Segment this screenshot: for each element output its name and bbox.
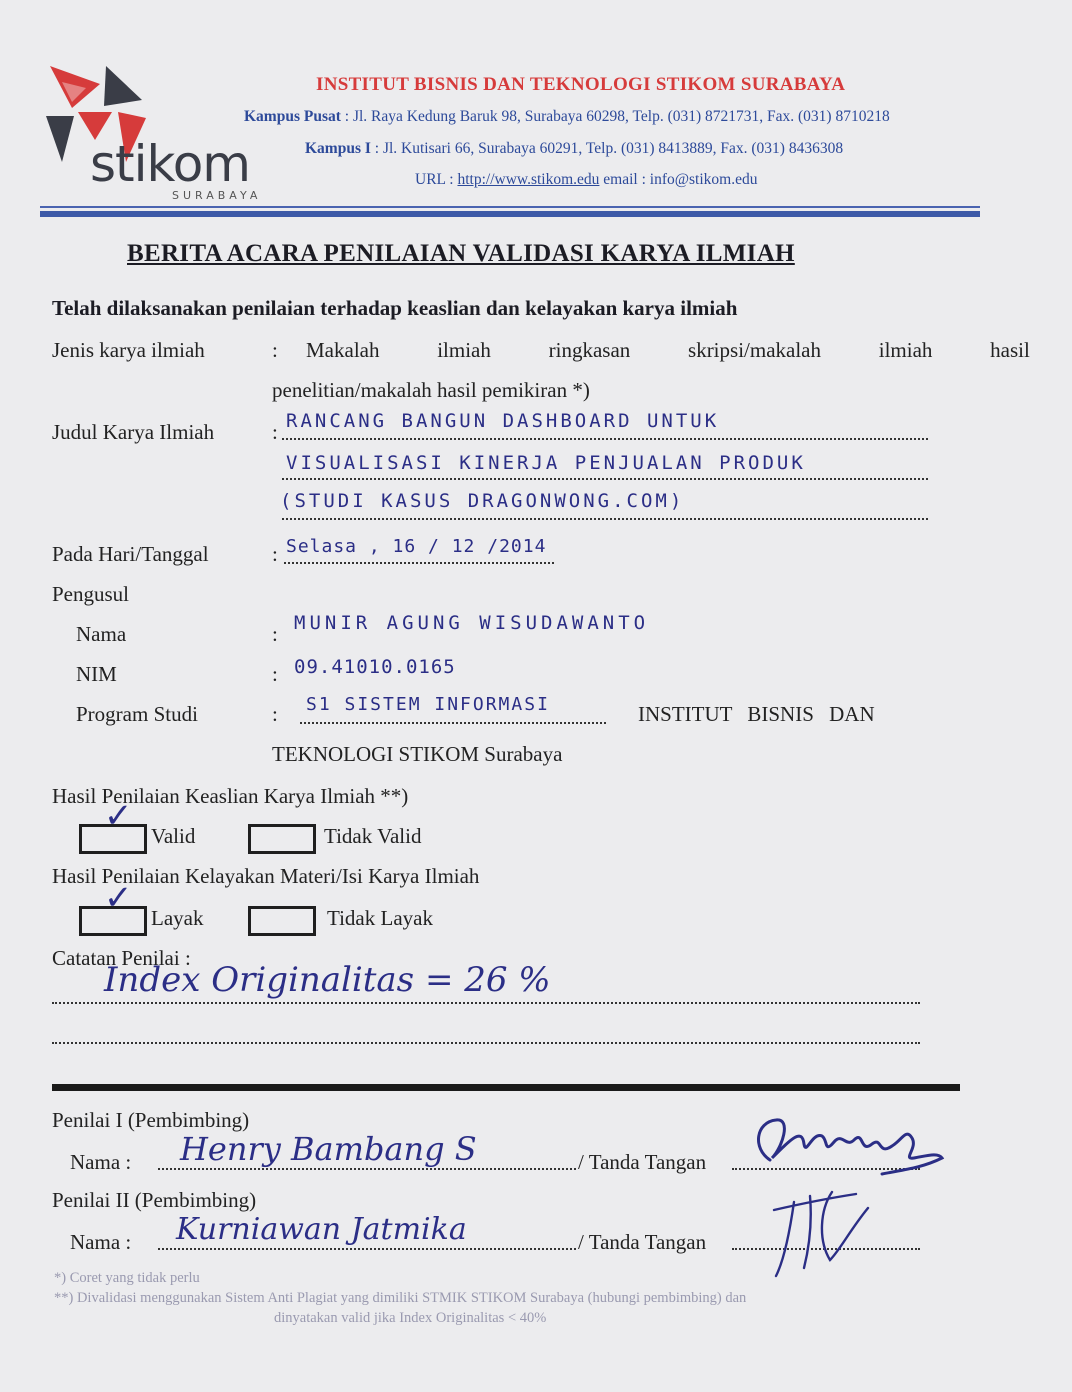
nim-value: 09.41010.0165 [294, 656, 456, 678]
penilai-1-nama-label [70, 1150, 131, 1175]
judul-dotline-1 [282, 438, 928, 440]
campus-main-label: Kampus Pusat [244, 108, 341, 125]
tanggal-value: Selasa , 16 / 12 /2014 [286, 536, 547, 557]
penilai-2-nama-text: Nama [70, 1230, 121, 1254]
nama-colon: : [272, 622, 278, 646]
penilai-1-nama-text: Nama [70, 1150, 121, 1174]
penilai-2-ttd-label: / Tanda Tangan [578, 1230, 707, 1254]
footnote-3: dinyatakan valid jika Index Originalitas < 40% [274, 1310, 547, 1326]
prodi-dotline [300, 722, 606, 724]
jenis-value: Makalah ilmiah ringkasan skripsi/makalah ilmiah hasil [306, 338, 1030, 362]
jenis-label: Jenis karya ilmiah [52, 338, 205, 362]
penilai-2-nama-label [70, 1230, 131, 1255]
prodi-label: Program Studi [76, 702, 198, 726]
campus-1-label: Kampus I [305, 140, 371, 157]
logo-wordmark: stikom [90, 135, 251, 193]
penilai-2-heading: Penilai II (Pembimbing) [52, 1188, 257, 1212]
tidak-layak-checkbox[interactable] [248, 906, 316, 936]
tidak-valid-label: Tidak Valid [324, 824, 422, 848]
prodi-suffix-1: INSTITUT BISNIS DAN [638, 702, 875, 726]
jenis-colon: : [272, 338, 278, 362]
penilai-1-nama-value: Henry Bambang S [180, 1130, 477, 1168]
tanggal-label: Pada Hari/Tanggal [52, 542, 209, 566]
judul-dotline-3 [282, 518, 928, 520]
judul-dotline-2 [282, 478, 928, 480]
keaslian-heading: Hasil Penilaian Keaslian Karya Ilmiah **) [52, 784, 409, 808]
judul-line-1: RANCANG BANGUN DASHBOARD UNTUK [286, 410, 720, 432]
url-prefix: URL : [415, 171, 458, 188]
valid-label: Valid [151, 824, 196, 848]
tanggal-colon: : [272, 542, 278, 566]
pengusul-label: Pengusul [52, 582, 130, 606]
tanggal-dotline [284, 562, 554, 564]
nama-value: MUNIR AGUNG WISUDAWANTO [294, 612, 650, 634]
campus-main-address: : Jl. Raya Kedung Baruk 98, Surabaya 60298, Telp. (031) 8721731, Fax. (031) 8710218 [340, 108, 890, 125]
institution-name: INSTITUT BISNIS DAN TEKNOLOGI STIKOM SURABAYA [316, 74, 846, 95]
jenis-value-line-2: penelitian/makalah hasil pemikiran *) [272, 378, 590, 402]
section-divider [52, 1084, 960, 1091]
email-text: email : info@stikom.edu [599, 171, 758, 188]
penilai-1-ttd-label: / Tanda Tangan [578, 1150, 707, 1174]
campus-1-address: : Jl. Kutisari 66, Surabaya 60291, Telp. (031) 8413889, Fax. (031) 8436308 [370, 140, 844, 157]
nim-colon: : [272, 662, 278, 686]
catatan-dotline-1 [52, 1002, 920, 1004]
tidak-valid-checkbox[interactable] [248, 824, 316, 854]
logo-subtitle: SURABAYA [172, 189, 262, 202]
tidak-layak-label: Tidak Layak [327, 906, 433, 930]
penilai-1-colon: : [125, 1150, 132, 1174]
intro-text: Telah dilaksanakan penilaian terhadap keaslian dan kelayakan karya ilmiah [52, 296, 738, 320]
penilai-2-colon: : [125, 1230, 132, 1254]
nama-label: Nama [76, 622, 127, 646]
catatan-dotline-2 [52, 1042, 920, 1044]
prodi-colon: : [272, 702, 278, 726]
footnote-2: **) Divalidasi menggunakan Sistem Anti Plagiat yang dimiliki STMIK STIKOM Surabaya (hubungi pembimbing) dan [54, 1290, 747, 1306]
prodi-suffix-2: TEKNOLOGI STIKOM Surabaya [272, 742, 563, 766]
penilai-1-nama-dotline [158, 1168, 576, 1170]
nim-label: NIM [76, 662, 117, 686]
catatan-value: Index Originalitas = 26 % [104, 960, 551, 1000]
kelayakan-heading: Hasil Penilaian Kelayakan Materi/Isi Karya Ilmiah [52, 864, 480, 888]
penilai-1-heading: Penilai I (Pembimbing) [52, 1108, 250, 1132]
judul-line-3: (STUDI KASUS DRAGONWONG.COM) [280, 490, 685, 512]
campus-main [244, 108, 890, 126]
penilai-2-signature-icon [760, 1180, 880, 1280]
layak-check-mark-icon: ✓ [104, 880, 133, 917]
penilai-2-nama-dotline [158, 1248, 576, 1250]
penilai-2-nama-value: Kurniawan Jatmika [176, 1212, 467, 1247]
campus-1 [305, 140, 843, 158]
prodi-value: S1 SISTEM INFORMASI [306, 694, 550, 715]
judul-line-2: VISUALISASI KINERJA PENJUALAN PRODUK [286, 452, 806, 474]
header-divider-thin [40, 206, 980, 208]
judul-colon: : [272, 420, 278, 444]
catatan-label: Catatan Penilai : [52, 946, 191, 970]
layak-label: Layak [151, 906, 204, 930]
valid-check-mark-icon: ✓ [104, 798, 133, 835]
judul-label: Judul Karya Ilmiah [52, 420, 215, 444]
document-title: BERITA ACARA PENILAIAN VALIDASI KARYA ILMIAH [127, 240, 795, 267]
website-link[interactable]: http://www.stikom.edu [457, 171, 600, 188]
contact-line [415, 171, 757, 189]
footnote-1: *) Coret yang tidak perlu [54, 1270, 200, 1286]
header-divider-thick [40, 211, 980, 217]
